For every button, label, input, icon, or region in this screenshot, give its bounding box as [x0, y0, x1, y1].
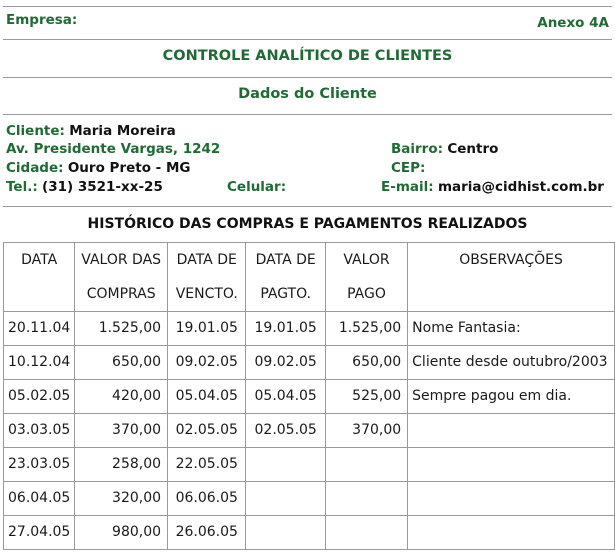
history-header-row-2 [4, 277, 615, 312]
client-name-line [6, 123, 176, 139]
client-celular-label: Celular: [227, 179, 287, 195]
rule-client-top [3, 114, 612, 115]
cell-due-date: 19.01.05 [168, 312, 246, 346]
client-cep-label: CEP: [391, 160, 426, 176]
cell-date: 05.02.05 [4, 380, 75, 414]
cell-date: 23.03.05 [4, 448, 75, 482]
header-purchase-value-2: COMPRAS [75, 277, 168, 312]
cell-purchase-value: 320,00 [75, 482, 168, 516]
history-table [3, 242, 615, 550]
table-row [4, 380, 615, 414]
header-purchase-value: VALOR DAS [75, 243, 168, 278]
cell-payment-date: 05.04.05 [246, 380, 325, 414]
header-paid-value-2: PAGO [325, 277, 407, 312]
cell-purchase-value: 980,00 [75, 516, 168, 550]
cell-paid-value: 370,00 [325, 414, 407, 448]
cell-due-date: 02.05.05 [168, 414, 246, 448]
cell-date: 06.04.05 [4, 482, 75, 516]
cell-payment-date: 02.05.05 [246, 414, 325, 448]
rule-top [3, 6, 612, 7]
header-date-2 [4, 277, 75, 312]
cell-date: 03.03.05 [4, 414, 75, 448]
empresa-label: Empresa: [6, 12, 78, 28]
table-row [4, 482, 615, 516]
cell-paid-value [325, 516, 407, 550]
cell-due-date: 05.04.05 [168, 380, 246, 414]
cell-payment-date: 19.01.05 [246, 312, 325, 346]
client-bairro: Centro [447, 141, 499, 157]
client-email: maria@cidhist.com.br [437, 179, 604, 195]
cell-paid-value: 1.525,00 [325, 312, 407, 346]
cell-observation: Nome Fantasia: [408, 312, 615, 346]
header-payment-date-2: PAGTO. [246, 277, 325, 312]
client-bairro-line [391, 141, 498, 157]
history-header-row-1 [4, 243, 615, 278]
cell-date: 10.12.04 [4, 346, 75, 380]
rule-subtitle-top [3, 77, 612, 78]
cell-due-date: 26.06.05 [168, 516, 246, 550]
cell-observation: Sempre pagou em dia. [408, 380, 615, 414]
client-city-label: Cidade: [6, 160, 64, 176]
annex-label: Anexo 4A [537, 15, 609, 31]
table-row [4, 414, 615, 448]
rule-title-top [3, 39, 612, 40]
table-row [4, 346, 615, 380]
cell-purchase-value: 258,00 [75, 448, 168, 482]
table-row [4, 448, 615, 482]
cell-payment-date [246, 516, 325, 550]
table-row [4, 516, 615, 550]
cell-purchase-value: 370,00 [75, 414, 168, 448]
cell-due-date: 22.05.05 [168, 448, 246, 482]
client-phone: (31) 3521-xx-25 [42, 179, 163, 195]
cell-paid-value: 525,00 [325, 380, 407, 414]
client-city: Ouro Preto - MG [67, 160, 191, 176]
cell-observation: Cliente desde outubro/2003 [408, 346, 615, 380]
header-observations-2 [408, 277, 615, 312]
cell-purchase-value: 1.525,00 [75, 312, 168, 346]
header-paid-value: VALOR [325, 243, 407, 278]
table-row [4, 312, 615, 346]
cell-observation [408, 448, 615, 482]
client-city-line [6, 160, 191, 176]
cell-payment-date: 09.02.05 [246, 346, 325, 380]
client-address: Av. Presidente Vargas, 1242 [6, 141, 221, 157]
cell-observation [408, 482, 615, 516]
cell-purchase-value: 420,00 [75, 380, 168, 414]
header-date: DATA [4, 243, 75, 278]
header-due-date-2: VENCTO. [168, 277, 246, 312]
cell-paid-value [325, 448, 407, 482]
header-due-date: DATA DE [168, 243, 246, 278]
cell-payment-date [246, 448, 325, 482]
client-cep-line [391, 160, 425, 176]
cell-paid-value [325, 482, 407, 516]
client-bairro-label: Bairro: [391, 141, 444, 157]
cell-date: 27.04.05 [4, 516, 75, 550]
cell-purchase-value: 650,00 [75, 346, 168, 380]
cell-payment-date [246, 482, 325, 516]
client-name: Maria Moreira [69, 123, 176, 139]
client-email-line [381, 179, 604, 195]
client-phone-label: Tel.: [6, 179, 38, 195]
cell-due-date: 06.06.05 [168, 482, 246, 516]
cell-date: 20.11.04 [4, 312, 75, 346]
rule-history-top [3, 206, 612, 207]
client-name-label: Cliente: [6, 123, 65, 139]
cell-paid-value: 650,00 [325, 346, 407, 380]
section-subtitle: Dados do Cliente [238, 86, 377, 102]
header-observations: OBSERVAÇÕES [408, 243, 615, 278]
cell-observation [408, 516, 615, 550]
client-celular-line [227, 179, 286, 195]
cell-observation [408, 414, 615, 448]
client-phone-line [6, 179, 163, 195]
client-email-label: E-mail: [381, 179, 434, 195]
page-title: CONTROLE ANALÍTICO DE CLIENTES [162, 48, 453, 64]
cell-due-date: 09.02.05 [168, 346, 246, 380]
history-title: HISTÓRICO DAS COMPRAS E PAGAMENTOS REALIZADOS [87, 216, 528, 232]
header-payment-date: DATA DE [246, 243, 325, 278]
